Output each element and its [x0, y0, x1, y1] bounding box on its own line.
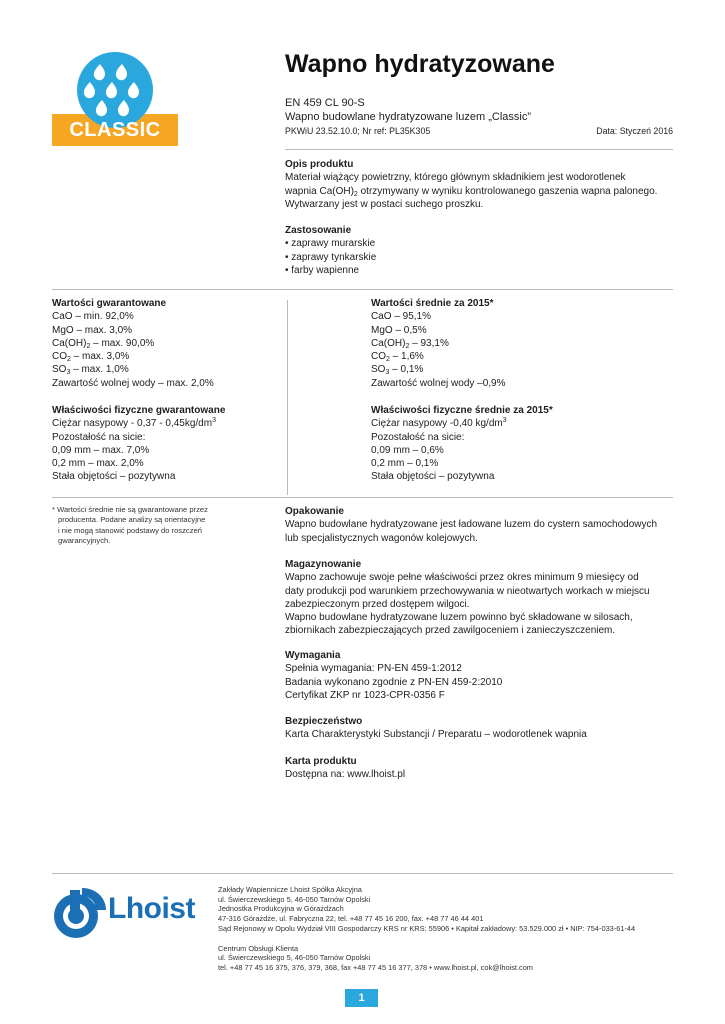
safety-section [285, 715, 675, 742]
physical-average-value: Pozostałość na sicie: [371, 431, 465, 443]
footer-line: Jednostka Produkcyjna w Górażdżach [218, 904, 344, 914]
description-line: wapnia $Ca(OH)_2$ otrzymywany w wyniku kontrolowanego gaszenia wapna palonego. [285, 185, 658, 198]
requirements-section [285, 649, 675, 702]
storage-line: zbiornikach zabezpieczających przed zawilgoceniem i zanieczyszczeniem. [285, 625, 616, 637]
physical-guaranteed-value: Ciężar nasypowy - $0,37 - 0,45kg/dm^3$ [52, 417, 216, 430]
requirements-line: Spełnia wymagania: PN-EN 459-1:2012 [285, 663, 462, 675]
requirements-line: Certyfikat ZKP nr 1023-CPR-0356 F [285, 689, 445, 701]
product-card-section [285, 755, 675, 782]
storage-line: Wapno zachowuje swoje pełne właściwości przez okres minimum 9 miesięcy od [285, 572, 639, 584]
lhoist-brand-name: Lhoist [108, 892, 195, 925]
footnote-line: * Wartości średnie nie są gwarantowane przez [52, 505, 208, 514]
physical-average-heading: Właściwości fizyczne średnie za 2015* [371, 405, 553, 416]
physical-guaranteed-heading: Właściwości fizyczne gwarantowane [52, 405, 226, 416]
physical-guaranteed-value: 0,09 mm – max. 7,0% [52, 444, 150, 456]
description-line: Wytwarzany jest w postaci suchego proszku. [285, 198, 484, 210]
footnote [52, 505, 272, 547]
footer-line: Centrum Obsługi Klienta [218, 943, 299, 953]
standard-code: EN 459 CL 90-S [285, 97, 365, 109]
physical-guaranteed [52, 404, 282, 484]
application-item: • zaprawy murarskie [285, 238, 376, 250]
guaranteed-values [52, 297, 282, 390]
storage-line: Wapno budowlane hydratyzowane luzem powinno być składowane w silosach, [285, 612, 633, 624]
footer-spacer [218, 934, 678, 944]
average-values [371, 297, 671, 390]
application-item: • zaprawy tynkarskie [285, 251, 377, 263]
footer-divider [52, 873, 673, 874]
footer-line: Sąd Rejonowy w Opolu Wydział VIII Gospodarczy KRS nr KRS: 55906 • Kapitał zakładowy: 53.529.000 zł • NIP: 754-033-61-44 [218, 923, 636, 933]
physical-guaranteed-value: Stała objętości – pozytywna [52, 471, 176, 483]
physical-average-value: 0,09 mm – 0,6% [371, 444, 444, 456]
guaranteed-value: MgO – max. 3,0% [52, 324, 133, 336]
guaranteed-values-heading: Wartości gwarantowane [52, 298, 167, 309]
average-values-heading: Wartości średnie za 2015* [371, 298, 494, 309]
average-value: $Ca(OH)_2 - 93,1\%$ [371, 337, 449, 350]
footer-line: tel. +48 77 45 16 375, 376, 379, 368, fax +48 77 45 16 377, 378 • www.lhoist.pl, cok@lhoist.com [218, 962, 533, 972]
average-value: $SO_3 - 0,1\%$ [371, 364, 424, 377]
guaranteed-value: Zawartość wolnej wody – max. 2,0% [52, 377, 214, 389]
safety-line: Karta Charakterystyki Substancji / Preparatu – wodorotlenek wapnia [285, 729, 587, 741]
column-divider [287, 300, 288, 495]
physical-average-value: Ciężar nasypowy -0,40 $kg/dm^3$ [371, 417, 507, 430]
physical-average [371, 404, 671, 484]
storage-line: daty produkcji pod warunkiem przechowywania w nieotwartych workach w miejscu [285, 585, 650, 597]
footer-line: ul. Świerczewskiego 5, 46-050 Tarnów Opolski [218, 953, 371, 963]
classic-badge-text: CLASSIC [69, 119, 161, 141]
footnote-line: gwarancyjnych. [58, 536, 111, 546]
product-subtitle: Wapno budowlane hydratyzowane luzem „Classic” [285, 111, 531, 123]
description-line: Materiał wiążący powietrzny, którego głównym składnikiem jest wodorotlenek [285, 172, 626, 184]
product-card-link[interactable]: Dostępna na: www.lhoist.pl [285, 769, 406, 781]
reference-number: PKWiU 23.52.10.0; Nr ref: PL35K305 [285, 126, 431, 136]
application-item: • farby wapienne [285, 264, 360, 276]
average-value: MgO – 0,5% [371, 324, 427, 336]
header-divider [285, 149, 673, 150]
footer-line: 47-316 Górażdże, ul. Fabryczna 22, tel. +48 77 45 16 200, fax. +48 77 46 44 401 [218, 914, 484, 924]
physical-average-value: 0,2 mm – 0,1% [371, 458, 439, 470]
application-section [285, 224, 675, 277]
section-divider [52, 289, 673, 290]
guaranteed-value: CaO – min. 92,0% [52, 311, 134, 323]
guaranteed-value: $CO_2$ – max. 3,0% [52, 351, 130, 364]
lhoist-emblem-icon [52, 884, 108, 942]
page-number: 1 [345, 989, 378, 1007]
lhoist-logo [52, 884, 202, 942]
classic-logo [52, 50, 178, 146]
description-section [285, 158, 675, 211]
average-value: Zawartość wolnej wody –0,9% [371, 377, 506, 389]
guaranteed-value: $SO_3$ – max. 1,0% [52, 364, 129, 377]
physical-guaranteed-value: 0,2 mm – max. 2,0% [52, 458, 144, 470]
footnote-line: producenta. Podane analizy są orientacyjne [58, 515, 206, 525]
physical-guaranteed-value: Pozostałość na sicie: [52, 431, 146, 443]
physical-average-value: Stała objętości – pozytywna [371, 471, 495, 483]
safety-heading: Bezpieczeństwo [285, 716, 363, 727]
storage-section [285, 558, 675, 638]
average-value: CaO – 95,1% [371, 311, 432, 323]
packaging-line: lub specjalistycznych wagonów kolejowych. [285, 532, 478, 544]
packaging-heading: Opakowanie [285, 506, 344, 517]
footer-line: ul. Świerczewskiego 5, 46-050 Tarnów Opolski [218, 894, 371, 904]
page-title: Wapno hydratyzowane [285, 50, 555, 78]
application-heading: Zastosowanie [285, 225, 352, 236]
footnote-line: i nie mogą stanowić podstawy do roszczeń [58, 525, 202, 535]
storage-line: zabezpieczonym przed dostępem wilgoci. [285, 598, 470, 610]
requirements-heading: Wymagania [285, 650, 341, 661]
requirements-line: Badania wykonano zgodnie z PN-EN 459-2:2010 [285, 676, 503, 688]
document-date: Data: Styczeń 2016 [596, 126, 673, 136]
storage-heading: Magazynowanie [285, 559, 362, 570]
packaging-section [285, 505, 675, 545]
packaging-line: Wapno budowlane hydratyzowane jest ładowane luzem do cystern samochodowych [285, 519, 658, 531]
guaranteed-value: $Ca(OH)_2$ – max. 90,0% [52, 337, 155, 350]
section-divider [52, 497, 673, 498]
description-heading: Opis produktu [285, 159, 354, 170]
footer-line: Zakłady Wapiennicze Lhoist Spółka Akcyjna [218, 885, 362, 894]
average-value: $CO_2 - 1,6\%$ [371, 351, 424, 364]
product-card-heading: Karta produktu [285, 756, 357, 767]
footer-company-info [218, 885, 678, 973]
